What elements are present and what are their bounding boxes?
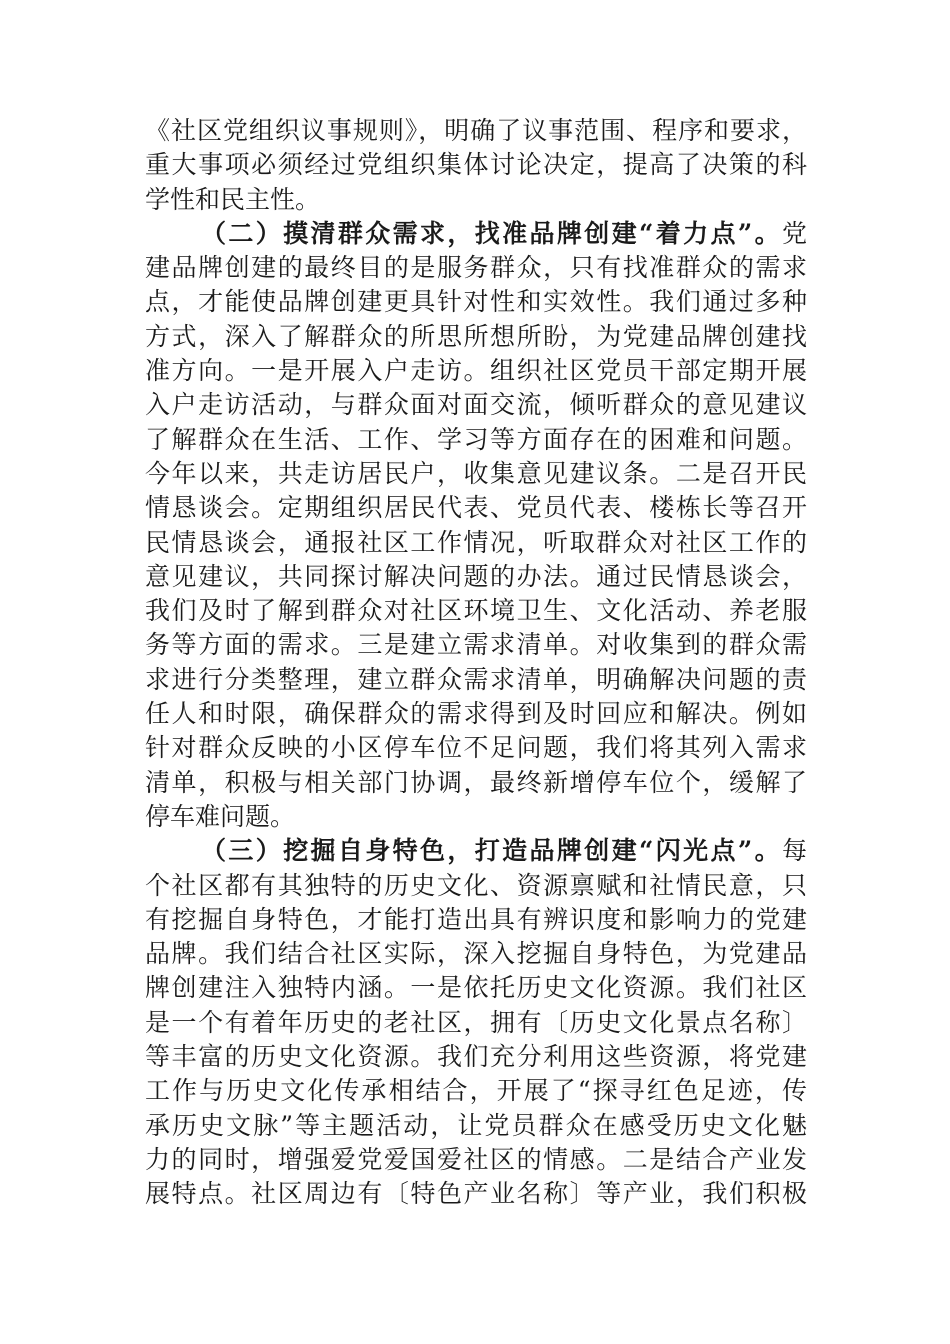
text-line: 展特点。社区周边有〔特色产业名称〕等产业，我们积极 bbox=[145, 1179, 807, 1209]
text-line: 有挖掘自身特色，才能打造出具有辨识度和影响力的党建 bbox=[145, 904, 807, 934]
text-line: 是一个有着年历史的老社区，拥有〔历史文化景点名称〕 bbox=[145, 1007, 807, 1037]
text-line: 工作与历史文化传承相结合，开展了“探寻红色足迹，传 bbox=[145, 1076, 807, 1106]
section-heading: （二）摸清群众需求，找准品牌创建“着力点”。 bbox=[201, 218, 782, 248]
text-line: 情恳谈会。定期组织居民代表、党员代表、楼栋长等召开 bbox=[145, 493, 807, 523]
text-fragment: 每 bbox=[781, 836, 807, 866]
text-line: 针对群众反映的小区停车位不足问题，我们将其列入需求 bbox=[145, 733, 807, 763]
text-line: 《社区党组织议事规则》，明确了议事范围、程序和要求， bbox=[145, 116, 807, 145]
text-line: 品牌。我们结合社区实际，深入挖掘自身特色，为党建品 bbox=[145, 939, 807, 969]
text-line: 个社区都有其独特的历史文化、资源禀赋和社情民意，只 bbox=[145, 870, 807, 900]
document-body bbox=[145, 114, 807, 1212]
text-line: 求进行分类整理，建立群众需求清单，明确解决问题的责 bbox=[145, 664, 807, 694]
text-line: 建品牌创建的最终目的是服务群众，只有找准群众的需求 bbox=[145, 253, 807, 283]
paragraph-demand bbox=[145, 217, 807, 834]
text-line: 方式，深入了解群众的所思所想所盼，为党建品牌创建找 bbox=[145, 321, 807, 351]
text-line: 了解群众在生活、工作、学习等方面存在的困难和问题。 bbox=[145, 424, 807, 454]
text-line: 准方向。一是开展入户走访。组织社区党员干部定期开展 bbox=[145, 356, 807, 386]
text-line: 承历史文脉”等主题活动，让党员群众在感受历史文化魅 bbox=[145, 1110, 807, 1140]
paragraph-features bbox=[145, 834, 807, 1211]
text-line: 学性和民主性。 bbox=[145, 184, 321, 214]
text-line: 入户走访活动，与群众面对面交流，倾听群众的意见建议 bbox=[145, 390, 807, 420]
paragraph-rules bbox=[145, 114, 807, 217]
text-line: 等丰富的历史文化资源。我们充分利用这些资源，将党建 bbox=[145, 1042, 807, 1072]
text-line: 我们及时了解到群众对社区环境卫生、文化活动、养老服 bbox=[145, 596, 807, 626]
text-line: 今年以来，共走访居民户，收集意见建议条。二是召开民 bbox=[145, 458, 807, 488]
text-fragment: 党 bbox=[781, 218, 807, 248]
text-line: 务等方面的需求。三是建立需求清单。对收集到的群众需 bbox=[145, 630, 807, 660]
text-line: 意见建议，共同探讨解决问题的办法。通过民情恳谈会， bbox=[145, 561, 807, 591]
text-line: 民情恳谈会，通报社区工作情况，听取群众对社区工作的 bbox=[145, 527, 807, 557]
text-line: 牌创建注入独特内涵。一是依托历史文化资源。我们社区 bbox=[145, 973, 807, 1003]
text-line: 点，才能使品牌创建更具针对性和实效性。我们通过多种 bbox=[145, 287, 807, 317]
text-line: 力的同时，增强爱党爱国爱社区的情感。二是结合产业发 bbox=[145, 1144, 807, 1174]
text-line: 重大事项必须经过党组织集体讨论决定，提高了决策的科 bbox=[145, 150, 807, 180]
text-line bbox=[145, 217, 807, 251]
text-line bbox=[145, 834, 807, 868]
section-heading: （三）挖掘自身特色，打造品牌创建“闪光点”。 bbox=[201, 836, 782, 866]
text-line: 停车难问题。 bbox=[145, 801, 296, 831]
text-line: 任人和时限，确保群众的需求得到及时回应和解决。例如 bbox=[145, 699, 807, 729]
text-line: 清单，积极与相关部门协调，最终新增停车位个，缓解了 bbox=[145, 767, 807, 797]
